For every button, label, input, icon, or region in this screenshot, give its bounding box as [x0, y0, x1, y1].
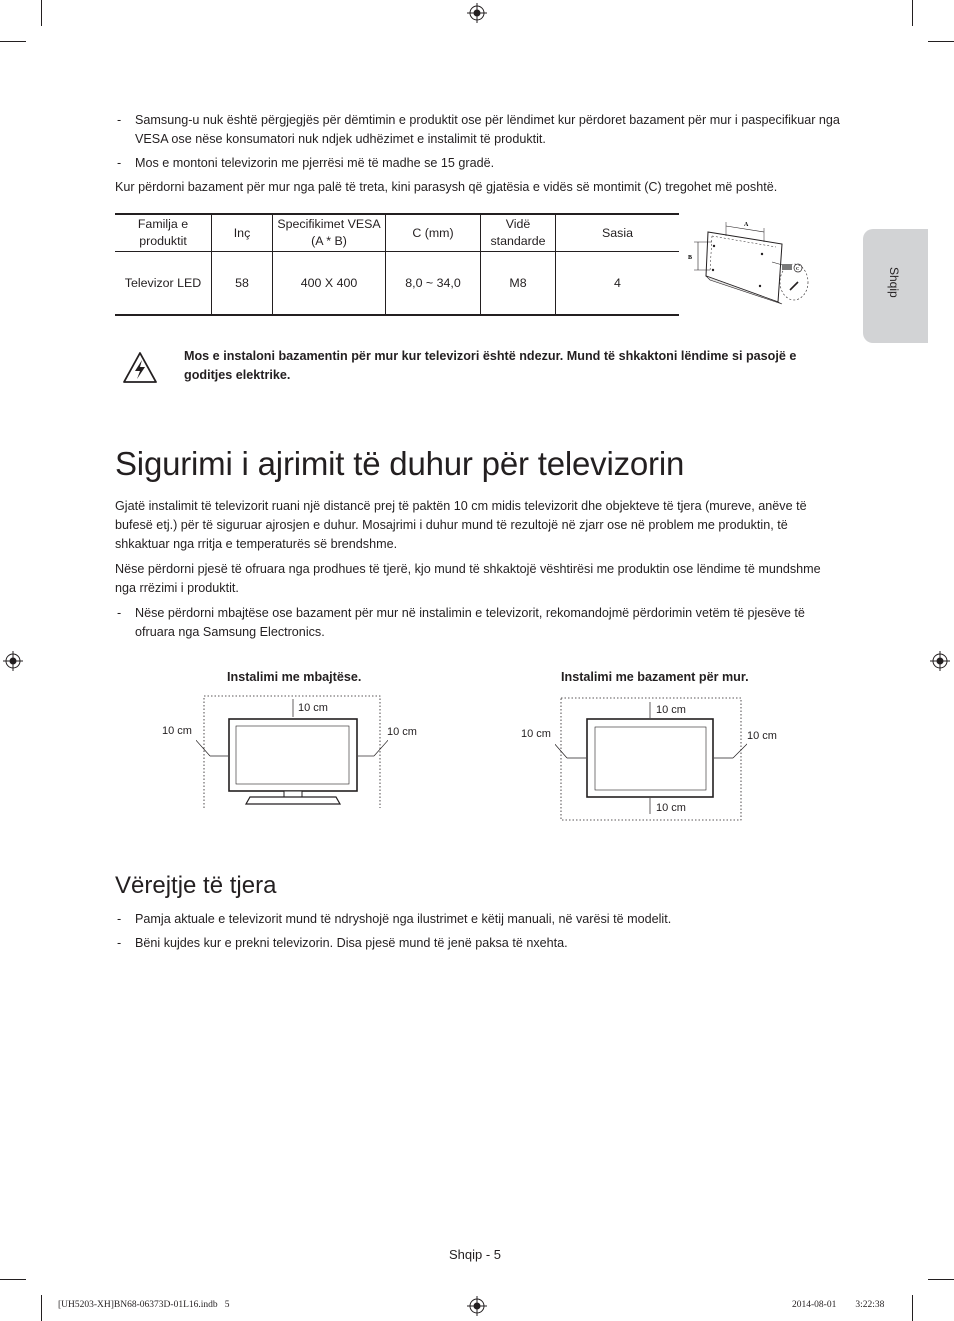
registration-mark-icon [930, 651, 950, 671]
clearance-label-left: 10 cm [162, 725, 192, 737]
crop-mark [912, 0, 913, 26]
table-header: Vidë standarde [481, 214, 556, 252]
bullet-item: - Pamja aktuale e televizorit mund të ndryshojë nga ilustrimet e këtij manuali, në varësi të modelit. [117, 912, 672, 926]
paragraph: Nëse përdorni pjesë të ofruara nga prodhues të tjerë, kjo mund të shkaktojë vështirësi me produktin ose lëndime të mundshme nga rrëzimi i produktit. [115, 562, 821, 595]
crop-mark [41, 0, 42, 26]
table-cell: M8 [481, 252, 556, 316]
bullet-item: - Nëse përdorni mbajtëse ose bazament për mur në instalimin e televizorit, rekomandojmë përdorimin vetëm të pjesëve të ofruara nga Samsung Electronics. [117, 606, 805, 639]
wall-mount-diagram [686, 214, 814, 306]
wall-mount-intro: Kur përdorni bazament për mur nga palë të treta, kini parasysh që gjatësia e vidës së montimit (C) tregohet më poshtë. [115, 180, 778, 194]
registration-mark-icon [3, 651, 23, 671]
clearance-label-right: 10 cm [747, 730, 777, 742]
bullet-text: Samsung-u nuk është përgjegjës për dëmtimin e produktit ose për lëndimet kur përdoret bazament për mur i paspecifikuar nga VESA ose nëse konsumatori nuk ndjek udhëzimet e instalimit të produktit. [135, 113, 840, 146]
bullet-text: Mos e montoni televizorin me pjerrësi më të madhe se 15 gradë. [135, 156, 495, 170]
registration-mark-icon [467, 3, 487, 23]
section-title: Sigurimi i ajrimit të duhur për televizorin [115, 445, 685, 482]
crop-mark [0, 1279, 26, 1280]
crop-mark [41, 1295, 42, 1321]
stand-diagram-caption: Instalimi me mbajtëse. [227, 670, 362, 684]
bullet-item: - Samsung-u nuk është përgjegjës për dëmtimin e produktit ose për lëndimet kur përdoret bazament për mur i paspecifikuar nga VESA ose nëse konsumatori nuk ndjek udhëzimet e instalimit të produktit. [117, 113, 840, 146]
clearance-label-left: 10 cm [521, 728, 551, 740]
crop-mark [928, 1279, 954, 1280]
crop-mark [0, 41, 26, 42]
table-cell: Televizor LED [115, 252, 212, 316]
other-notes-title: Vërejtje të tjera [115, 872, 277, 899]
table-cell: 8,0 ~ 34,0 [386, 252, 481, 316]
language-side-tab [863, 229, 928, 343]
bullet-text: Nëse përdorni mbajtëse ose bazament për mur në instalimin e televizorit, rekomandojmë përdorimin vetëm të pjesëve të ofruara nga Samsung Electronics. [135, 606, 805, 639]
table-header: Sasia [556, 214, 680, 252]
table-cell: 400 X 400 [273, 252, 386, 316]
wall-ventilation-diagram [555, 694, 747, 822]
table-header: Specifikimet VESA (A * B) [273, 214, 386, 252]
wall-diagram-label-c: C [796, 266, 800, 271]
bullet-item: - Bëni kujdes kur e prekni televizorin. Disa pjesë mund të jenë paksa të nxehta. [117, 936, 568, 950]
clearance-label-right: 10 cm [387, 726, 417, 738]
table-cell: 4 [556, 252, 680, 316]
clearance-label-top: 10 cm [298, 702, 328, 714]
bullet-item: - Mos e montoni televizorin me pjerrësi më të madhe se 15 gradë. [117, 156, 495, 170]
table-row [115, 252, 679, 316]
registration-mark-icon [467, 1296, 487, 1316]
warning-text: Mos e instaloni bazamentin për mur kur televizori është ndezur. Mund të shkaktoni lëndime si pasojë e goditjes elektrike. [184, 349, 797, 382]
table-header: Familja e produktit [115, 214, 212, 252]
clearance-label-bottom: 10 cm [656, 802, 686, 814]
print-info-right: 2014-08-01 3:22:38 [792, 1300, 885, 1310]
side-tab-label: Shqip [887, 267, 901, 298]
crop-mark [912, 1295, 913, 1321]
clearance-label-top: 10 cm [656, 704, 686, 716]
table-header: Inç [212, 214, 273, 252]
paragraph: Gjatë instalimit të televizorit ruani një distancë prej të paktën 10 cm midis televizorit dhe objekteve të tjera (mureve, anëve të bufesë etj.) për të siguruar ajrosjen e duhur. Mosajrimi i duhur mund të rezultojë në zjarr ose në problem me produktin, të shkaktuar nga rritja e temperaturës së brendshme. [115, 499, 807, 551]
wall-diagram-label-a: A [744, 222, 749, 228]
warning-electric-icon [122, 351, 158, 384]
bullet-text: Bëni kujdes kur e prekni televizorin. Disa pjesë mund të jenë paksa të nxehta. [135, 936, 568, 950]
bullet-text: Pamja aktuale e televizorit mund të ndryshojë nga ilustrimet e këtij manuali, në varësi të modelit. [135, 912, 672, 926]
page-number: Shqip - 5 [449, 1247, 502, 1262]
wall-diagram-caption: Instalimi me bazament për mur. [561, 670, 749, 684]
wall-diagram-label-b: B [688, 255, 693, 261]
crop-mark [928, 41, 954, 42]
table-cell: 58 [212, 252, 273, 316]
print-info-left: [UH5203-XH]BN68-06373D-01L16.indb 5 [58, 1300, 230, 1310]
vesa-spec-table [115, 213, 679, 316]
table-header: C (mm) [386, 214, 481, 252]
stand-ventilation-diagram [196, 694, 388, 808]
